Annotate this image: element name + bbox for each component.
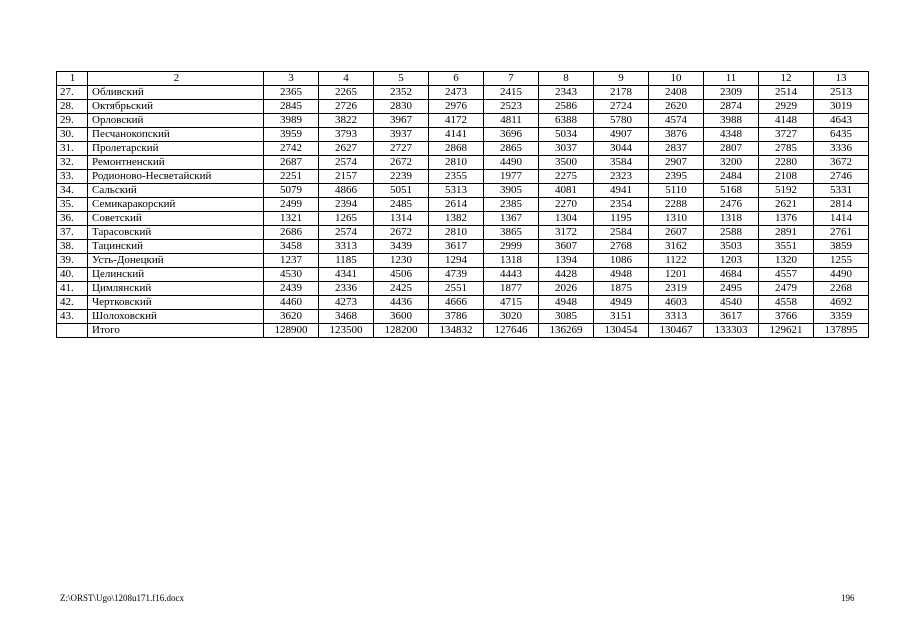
column-header: 4: [319, 72, 374, 86]
value-cell: 3696: [484, 128, 539, 142]
value-cell: 3988: [704, 114, 759, 128]
value-cell: 2343: [539, 86, 594, 100]
value-cell: 2485: [374, 198, 429, 212]
table-row: [57, 184, 869, 198]
value-cell: 3162: [649, 240, 704, 254]
value-cell: 4948: [539, 296, 594, 310]
value-cell: 4506: [374, 268, 429, 282]
district-name-cell: Сальский: [88, 184, 264, 198]
value-cell: 2251: [264, 170, 319, 184]
value-cell: 1122: [649, 254, 704, 268]
value-cell: 4558: [759, 296, 814, 310]
value-cell: 2687: [264, 156, 319, 170]
value-cell: 3607: [539, 240, 594, 254]
value-cell: 4557: [759, 268, 814, 282]
value-cell: 3859: [814, 240, 869, 254]
district-name-cell: Тацинский: [88, 240, 264, 254]
value-cell: 4941: [594, 184, 649, 198]
value-cell: 1318: [704, 212, 759, 226]
value-cell: 3600: [374, 310, 429, 324]
district-name-cell: Тарасовский: [88, 226, 264, 240]
value-cell: 4081: [539, 184, 594, 198]
district-name-cell: Семикаракорский: [88, 198, 264, 212]
value-cell: 3620: [264, 310, 319, 324]
value-cell: 137895: [814, 324, 869, 338]
value-cell: 2807: [704, 142, 759, 156]
value-cell: 4866: [319, 184, 374, 198]
column-header: 5: [374, 72, 429, 86]
value-cell: 2742: [264, 142, 319, 156]
value-cell: 3905: [484, 184, 539, 198]
value-cell: 2672: [374, 156, 429, 170]
value-cell: 1310: [649, 212, 704, 226]
value-cell: 3672: [814, 156, 869, 170]
value-cell: 130454: [594, 324, 649, 338]
value-cell: 2513: [814, 86, 869, 100]
row-number-cell: 35.: [57, 198, 88, 212]
value-cell: 3359: [814, 310, 869, 324]
value-cell: 2352: [374, 86, 429, 100]
value-cell: 4907: [594, 128, 649, 142]
value-cell: 2621: [759, 198, 814, 212]
value-cell: 1318: [484, 254, 539, 268]
column-header: 13: [814, 72, 869, 86]
table-row: [57, 198, 869, 212]
value-cell: 5331: [814, 184, 869, 198]
value-cell: 4692: [814, 296, 869, 310]
value-cell: 2394: [319, 198, 374, 212]
value-cell: 136269: [539, 324, 594, 338]
value-cell: 3959: [264, 128, 319, 142]
value-cell: 2408: [649, 86, 704, 100]
value-cell: 2874: [704, 100, 759, 114]
value-cell: 2726: [319, 100, 374, 114]
value-cell: 4574: [649, 114, 704, 128]
value-cell: 2385: [484, 198, 539, 212]
table-row: [57, 170, 869, 184]
value-cell: 2761: [814, 226, 869, 240]
value-cell: 3551: [759, 240, 814, 254]
value-cell: 2108: [759, 170, 814, 184]
total-row: [57, 324, 869, 338]
value-cell: 2865: [484, 142, 539, 156]
value-cell: 2275: [539, 170, 594, 184]
value-cell: 2584: [594, 226, 649, 240]
district-name-cell: Цимлянский: [88, 282, 264, 296]
value-cell: 4948: [594, 268, 649, 282]
value-cell: 3793: [319, 128, 374, 142]
value-cell: 2830: [374, 100, 429, 114]
value-cell: 2929: [759, 100, 814, 114]
value-cell: 3172: [539, 226, 594, 240]
value-cell: 2620: [649, 100, 704, 114]
value-cell: 5051: [374, 184, 429, 198]
value-cell: 4715: [484, 296, 539, 310]
column-header: 2: [88, 72, 264, 86]
value-cell: 5110: [649, 184, 704, 198]
table-row: [57, 268, 869, 282]
value-cell: 127646: [484, 324, 539, 338]
value-cell: 2686: [264, 226, 319, 240]
value-cell: 3989: [264, 114, 319, 128]
value-cell: 3503: [704, 240, 759, 254]
row-number-cell: 29.: [57, 114, 88, 128]
value-cell: 4603: [649, 296, 704, 310]
value-cell: 3019: [814, 100, 869, 114]
value-cell: 2614: [429, 198, 484, 212]
value-cell: 1414: [814, 212, 869, 226]
value-cell: 1195: [594, 212, 649, 226]
table-row: [57, 128, 869, 142]
value-cell: 2814: [814, 198, 869, 212]
table-row: [57, 142, 869, 156]
value-cell: 3336: [814, 142, 869, 156]
district-name-cell: Обливский: [88, 86, 264, 100]
value-cell: 130467: [649, 324, 704, 338]
value-cell: 1367: [484, 212, 539, 226]
value-cell: 129621: [759, 324, 814, 338]
row-number-cell: 42.: [57, 296, 88, 310]
district-name-cell: Орловский: [88, 114, 264, 128]
value-cell: 2868: [429, 142, 484, 156]
value-cell: 2323: [594, 170, 649, 184]
table-row: [57, 240, 869, 254]
table-row: [57, 86, 869, 100]
table-row: [57, 310, 869, 324]
value-cell: 2336: [319, 282, 374, 296]
value-cell: 133303: [704, 324, 759, 338]
value-cell: 3439: [374, 240, 429, 254]
value-cell: 6388: [539, 114, 594, 128]
value-cell: 1086: [594, 254, 649, 268]
row-number-cell: 28.: [57, 100, 88, 114]
table-body: [57, 72, 869, 338]
district-name-cell: Ремонтненский: [88, 156, 264, 170]
value-cell: 4148: [759, 114, 814, 128]
value-cell: 2588: [704, 226, 759, 240]
column-header: 3: [264, 72, 319, 86]
value-cell: 2768: [594, 240, 649, 254]
value-cell: 128900: [264, 324, 319, 338]
value-cell: 4348: [704, 128, 759, 142]
value-cell: 4273: [319, 296, 374, 310]
value-cell: 2309: [704, 86, 759, 100]
table-row: [57, 254, 869, 268]
value-cell: 4811: [484, 114, 539, 128]
value-cell: 4684: [704, 268, 759, 282]
value-cell: 2891: [759, 226, 814, 240]
table-row: [57, 212, 869, 226]
value-cell: 1237: [264, 254, 319, 268]
value-cell: 1320: [759, 254, 814, 268]
value-cell: 3044: [594, 142, 649, 156]
district-name-cell: Октябрьский: [88, 100, 264, 114]
value-cell: 2907: [649, 156, 704, 170]
value-cell: 6435: [814, 128, 869, 142]
value-cell: 4949: [594, 296, 649, 310]
value-cell: 3200: [704, 156, 759, 170]
value-cell: 2268: [814, 282, 869, 296]
value-cell: 3617: [429, 240, 484, 254]
row-number-cell: 32.: [57, 156, 88, 170]
district-name-cell: Усть-Донецкий: [88, 254, 264, 268]
column-header: 6: [429, 72, 484, 86]
value-cell: 2280: [759, 156, 814, 170]
value-cell: 4436: [374, 296, 429, 310]
row-number-cell: 36.: [57, 212, 88, 226]
value-cell: 1255: [814, 254, 869, 268]
value-cell: 2439: [264, 282, 319, 296]
value-cell: 2415: [484, 86, 539, 100]
row-number-cell: 33.: [57, 170, 88, 184]
value-cell: 2672: [374, 226, 429, 240]
value-cell: 3876: [649, 128, 704, 142]
value-cell: 2265: [319, 86, 374, 100]
value-cell: 1201: [649, 268, 704, 282]
value-cell: 5780: [594, 114, 649, 128]
district-name-cell: Родионово-Несветайский: [88, 170, 264, 184]
value-cell: 3865: [484, 226, 539, 240]
value-cell: 1265: [319, 212, 374, 226]
value-cell: 3020: [484, 310, 539, 324]
value-cell: 5034: [539, 128, 594, 142]
value-cell: 4666: [429, 296, 484, 310]
value-cell: 128200: [374, 324, 429, 338]
table-row: [57, 156, 869, 170]
value-cell: 2270: [539, 198, 594, 212]
value-cell: 1185: [319, 254, 374, 268]
value-cell: 3151: [594, 310, 649, 324]
value-cell: 1304: [539, 212, 594, 226]
value-cell: 2514: [759, 86, 814, 100]
value-cell: 2354: [594, 198, 649, 212]
value-cell: 2425: [374, 282, 429, 296]
row-number-cell: 38.: [57, 240, 88, 254]
value-cell: 4643: [814, 114, 869, 128]
row-number-cell: 40.: [57, 268, 88, 282]
value-cell: 3727: [759, 128, 814, 142]
value-cell: 4530: [264, 268, 319, 282]
column-header: 9: [594, 72, 649, 86]
column-header: 7: [484, 72, 539, 86]
value-cell: 2845: [264, 100, 319, 114]
value-cell: 3085: [539, 310, 594, 324]
value-cell: 3468: [319, 310, 374, 324]
value-cell: 2810: [429, 226, 484, 240]
value-cell: 2627: [319, 142, 374, 156]
value-cell: 1203: [704, 254, 759, 268]
value-cell: 1875: [594, 282, 649, 296]
value-cell: 2574: [319, 226, 374, 240]
value-cell: 3037: [539, 142, 594, 156]
value-cell: 2473: [429, 86, 484, 100]
table-row: [57, 226, 869, 240]
district-name-cell: Чертковский: [88, 296, 264, 310]
district-name-cell: Советский: [88, 212, 264, 226]
value-cell: 134832: [429, 324, 484, 338]
row-number-cell: 41.: [57, 282, 88, 296]
value-cell: 1394: [539, 254, 594, 268]
table-row: [57, 282, 869, 296]
value-cell: 4443: [484, 268, 539, 282]
value-cell: 2288: [649, 198, 704, 212]
value-cell: 4172: [429, 114, 484, 128]
value-cell: 2355: [429, 170, 484, 184]
column-header: 8: [539, 72, 594, 86]
value-cell: 2523: [484, 100, 539, 114]
value-cell: 3937: [374, 128, 429, 142]
district-name-cell: Пролетарский: [88, 142, 264, 156]
value-cell: 2574: [319, 156, 374, 170]
value-cell: 4341: [319, 268, 374, 282]
value-cell: 2319: [649, 282, 704, 296]
footer-page-number: 196: [841, 593, 855, 603]
value-cell: 5192: [759, 184, 814, 198]
value-cell: 2484: [704, 170, 759, 184]
value-cell: 2810: [429, 156, 484, 170]
value-cell: 2499: [264, 198, 319, 212]
value-cell: 4490: [814, 268, 869, 282]
value-cell: 2551: [429, 282, 484, 296]
column-header: 1: [57, 72, 88, 86]
value-cell: 3822: [319, 114, 374, 128]
value-cell: 3766: [759, 310, 814, 324]
footer-file-path: Z:\ORST\Ugo\1208u171.f16.docx: [60, 593, 184, 603]
value-cell: 2607: [649, 226, 704, 240]
district-name-cell: Итого: [88, 324, 264, 338]
row-number-cell: [57, 324, 88, 338]
value-cell: 3313: [319, 240, 374, 254]
value-cell: 4460: [264, 296, 319, 310]
value-cell: 1376: [759, 212, 814, 226]
row-number-cell: 27.: [57, 86, 88, 100]
value-cell: 1382: [429, 212, 484, 226]
column-number-row: [57, 72, 869, 86]
value-cell: 1294: [429, 254, 484, 268]
row-number-cell: 30.: [57, 128, 88, 142]
value-cell: 3500: [539, 156, 594, 170]
value-cell: 1877: [484, 282, 539, 296]
value-cell: 2724: [594, 100, 649, 114]
district-name-cell: Шолоховский: [88, 310, 264, 324]
value-cell: 5168: [704, 184, 759, 198]
value-cell: 2785: [759, 142, 814, 156]
value-cell: 1314: [374, 212, 429, 226]
value-cell: 2026: [539, 282, 594, 296]
value-cell: 4428: [539, 268, 594, 282]
value-cell: 4141: [429, 128, 484, 142]
value-cell: 1977: [484, 170, 539, 184]
value-cell: 123500: [319, 324, 374, 338]
value-cell: 5313: [429, 184, 484, 198]
value-cell: 2239: [374, 170, 429, 184]
table-row: [57, 100, 869, 114]
value-cell: 2479: [759, 282, 814, 296]
value-cell: 2476: [704, 198, 759, 212]
value-cell: 2727: [374, 142, 429, 156]
value-cell: 3617: [704, 310, 759, 324]
value-cell: 3458: [264, 240, 319, 254]
value-cell: 2395: [649, 170, 704, 184]
row-number-cell: 39.: [57, 254, 88, 268]
district-data-table: [56, 71, 869, 338]
value-cell: 3313: [649, 310, 704, 324]
table-row: [57, 114, 869, 128]
value-cell: 3967: [374, 114, 429, 128]
value-cell: 4540: [704, 296, 759, 310]
value-cell: 2746: [814, 170, 869, 184]
value-cell: 3786: [429, 310, 484, 324]
value-cell: 2495: [704, 282, 759, 296]
column-header: 11: [704, 72, 759, 86]
column-header: 10: [649, 72, 704, 86]
row-number-cell: 37.: [57, 226, 88, 240]
value-cell: 2178: [594, 86, 649, 100]
column-header: 12: [759, 72, 814, 86]
value-cell: 2999: [484, 240, 539, 254]
value-cell: 2586: [539, 100, 594, 114]
value-cell: 1230: [374, 254, 429, 268]
district-name-cell: Песчанокопский: [88, 128, 264, 142]
value-cell: 3584: [594, 156, 649, 170]
value-cell: 1321: [264, 212, 319, 226]
row-number-cell: 34.: [57, 184, 88, 198]
value-cell: 2837: [649, 142, 704, 156]
table-row: [57, 296, 869, 310]
value-cell: 2976: [429, 100, 484, 114]
value-cell: 2365: [264, 86, 319, 100]
value-cell: 2157: [319, 170, 374, 184]
value-cell: 5079: [264, 184, 319, 198]
row-number-cell: 43.: [57, 310, 88, 324]
value-cell: 4490: [484, 156, 539, 170]
row-number-cell: 31.: [57, 142, 88, 156]
value-cell: 4739: [429, 268, 484, 282]
district-name-cell: Целинский: [88, 268, 264, 282]
